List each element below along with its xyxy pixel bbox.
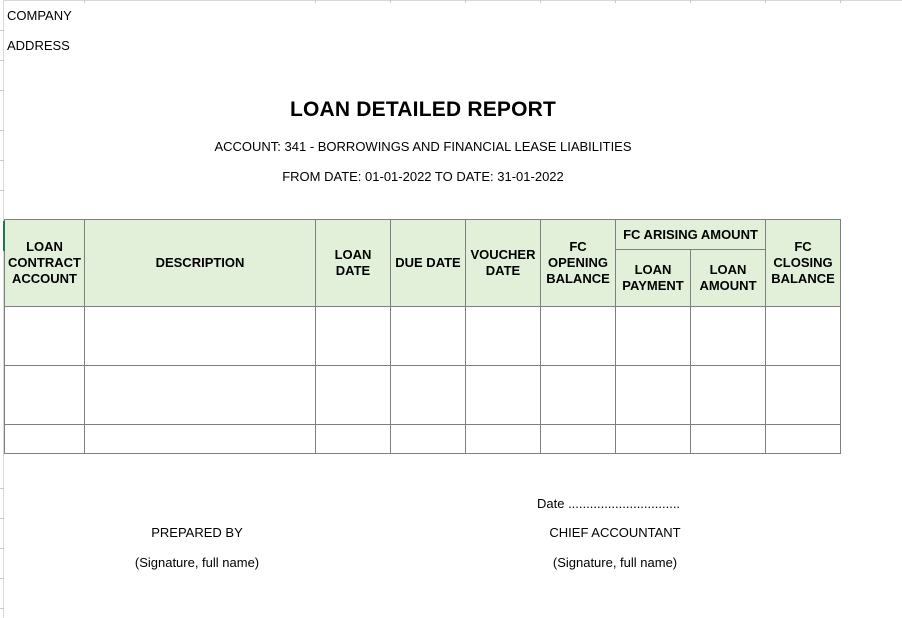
table-cell[interactable] [316, 366, 391, 425]
col-gridline [540, 0, 541, 3]
table-cell[interactable] [85, 425, 316, 454]
table-cell[interactable] [766, 307, 841, 366]
table-cell[interactable] [616, 366, 691, 425]
table-row [5, 425, 841, 454]
prepared-by-signature-hint: (Signature, full name) [134, 555, 260, 570]
table-cell[interactable] [466, 366, 541, 425]
table-cell[interactable] [541, 307, 616, 366]
col-gridline [315, 0, 316, 3]
table-cell[interactable] [691, 366, 766, 425]
table-cell[interactable] [391, 366, 466, 425]
row-gridline [0, 608, 4, 609]
table-cell[interactable] [466, 307, 541, 366]
table-cell[interactable] [541, 366, 616, 425]
col-header-loan-amount[interactable]: LOAN AMOUNT [691, 250, 766, 307]
col-header-description[interactable]: DESCRIPTION [85, 220, 316, 307]
table-cell[interactable] [766, 366, 841, 425]
table-cell[interactable] [616, 425, 691, 454]
table-cell[interactable] [85, 366, 316, 425]
table-cell[interactable] [766, 425, 841, 454]
col-header-voucher-date[interactable]: VOUCHER DATE [466, 220, 541, 307]
col-gridline [615, 0, 616, 3]
col-header-loan-contract-account[interactable]: LOAN CONTRACT ACCOUNT [5, 220, 85, 307]
col-header-loan-payment[interactable]: LOAN PAYMENT [616, 250, 691, 307]
table-cell[interactable] [391, 307, 466, 366]
col-header-due-date[interactable]: DUE DATE [391, 220, 466, 307]
col-header-fc-arising-amount[interactable]: FC ARISING AMOUNT [616, 220, 766, 250]
row-gridline [0, 30, 4, 31]
chief-accountant-signature-hint: (Signature, full name) [552, 555, 678, 570]
active-cell-indicator [3, 221, 5, 251]
row-gridline [0, 518, 4, 519]
row-gridline [0, 130, 4, 131]
company-cell[interactable]: COMPANY [7, 8, 72, 23]
table-cell[interactable] [5, 366, 85, 425]
sheet-top-gridline [0, 0, 902, 1]
loan-report-table [4, 219, 841, 454]
report-title: LOAN DETAILED REPORT [289, 98, 557, 121]
prepared-by-label: PREPARED BY [151, 525, 243, 540]
col-gridline [840, 0, 841, 3]
table-cell[interactable] [466, 425, 541, 454]
chief-accountant-label: CHIEF ACCOUNTANT [549, 525, 681, 540]
row-gridline [0, 488, 4, 489]
row-gridline [0, 578, 4, 579]
table-cell[interactable] [616, 307, 691, 366]
table-cell[interactable] [5, 425, 85, 454]
col-gridline [390, 0, 391, 3]
table-row [5, 366, 841, 425]
table-cell[interactable] [5, 307, 85, 366]
table-cell[interactable] [541, 425, 616, 454]
table-cell[interactable] [316, 425, 391, 454]
row-gridline [0, 60, 4, 61]
account-line: ACCOUNT: 341 - BORROWINGS AND FINANCIAL LEASE LIABILITIES [214, 139, 632, 154]
col-gridline [84, 0, 85, 3]
col-gridline [690, 0, 691, 3]
table-cell[interactable] [691, 307, 766, 366]
row-gridline [0, 90, 4, 91]
date-range: FROM DATE: 01-01-2022 TO DATE: 31-01-2022 [282, 169, 564, 184]
row-gridline [0, 548, 4, 549]
col-header-loan-date[interactable]: LOAN DATE [316, 220, 391, 307]
row-gridline [0, 160, 4, 161]
table-cell[interactable] [85, 307, 316, 366]
address-cell[interactable]: ADDRESS [7, 38, 70, 53]
row-gridline [0, 190, 4, 191]
col-header-fc-opening-balance[interactable]: FC OPENING BALANCE [541, 220, 616, 307]
col-gridline [465, 0, 466, 3]
table-cell[interactable] [691, 425, 766, 454]
col-header-fc-closing-balance[interactable]: FC CLOSING BALANCE [766, 220, 841, 307]
table-cell[interactable] [316, 307, 391, 366]
footer-date-line: Date ............................... [537, 496, 681, 511]
col-gridline [765, 0, 766, 3]
table-row [5, 307, 841, 366]
table-cell[interactable] [391, 425, 466, 454]
